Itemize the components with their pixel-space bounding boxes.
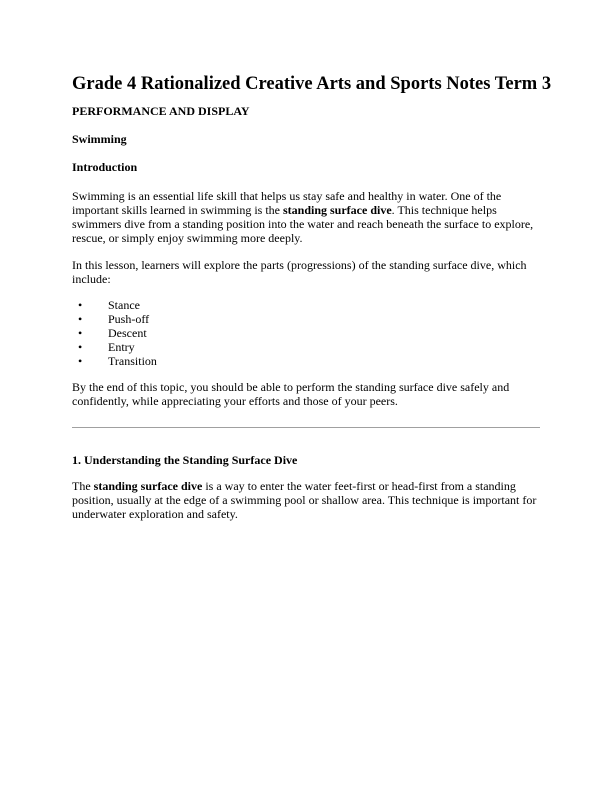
section1-paragraph (72, 479, 542, 521)
section1-text-end: is a way to enter the water feet-first or head-first from a standing position, usually at the edge of a swimming pool or shallow area. This technique is important for underwater exploration and safety. (72, 479, 537, 521)
page-title: Grade 4 Rationalized Creative Arts and Sports Notes Term 3 (72, 74, 552, 94)
list-item-text: Descent (108, 326, 147, 340)
intro-heading: Introduction (72, 160, 138, 174)
bullet-icon: • (78, 354, 83, 368)
lesson-paragraph: In this lesson, learners will explore the parts (progressions) of the standing surface dive, which include: (72, 258, 527, 286)
list-item-text: Entry (108, 340, 135, 354)
list-item-text: Stance (108, 298, 140, 312)
section1-heading: 1. Understanding the Standing Surface Dive (72, 453, 298, 467)
list-item (72, 326, 542, 340)
section1-bold-term: standing surface dive (93, 479, 203, 493)
section-heading: PERFORMANCE AND DISPLAY (72, 104, 250, 118)
bullet-icon: • (78, 298, 83, 312)
list-item (72, 354, 542, 368)
intro-bold-term: standing surface dive (282, 203, 392, 217)
bullet-icon: • (78, 312, 83, 326)
bullet-icon: • (78, 326, 83, 340)
list-item (72, 340, 542, 354)
parts-list (72, 298, 542, 368)
list-item (72, 298, 542, 312)
divider (72, 427, 540, 428)
list-item (72, 312, 542, 326)
subsection-heading: Swimming (72, 132, 127, 146)
bullet-icon: • (78, 340, 83, 354)
intro-text-end: . This technique helps swimmers dive from a standing position into the water and reach beneath the surface to explore, rescue, or simply enjoy swimming more deeply. (72, 203, 534, 245)
section1-text: The (72, 479, 94, 493)
intro-paragraph (72, 189, 542, 245)
list-item-text: Push-off (108, 312, 150, 326)
intro-text: Swimming is an essential life skill that helps us stay safe and healthy in water. One of the important skills learned in swimming is the (72, 189, 502, 217)
outcome-paragraph: By the end of this topic, you should be able to perform the standing surface dive safely and confidently, while appreciating your efforts and those of your peers. (72, 380, 510, 408)
list-item-text: Transition (108, 354, 157, 368)
